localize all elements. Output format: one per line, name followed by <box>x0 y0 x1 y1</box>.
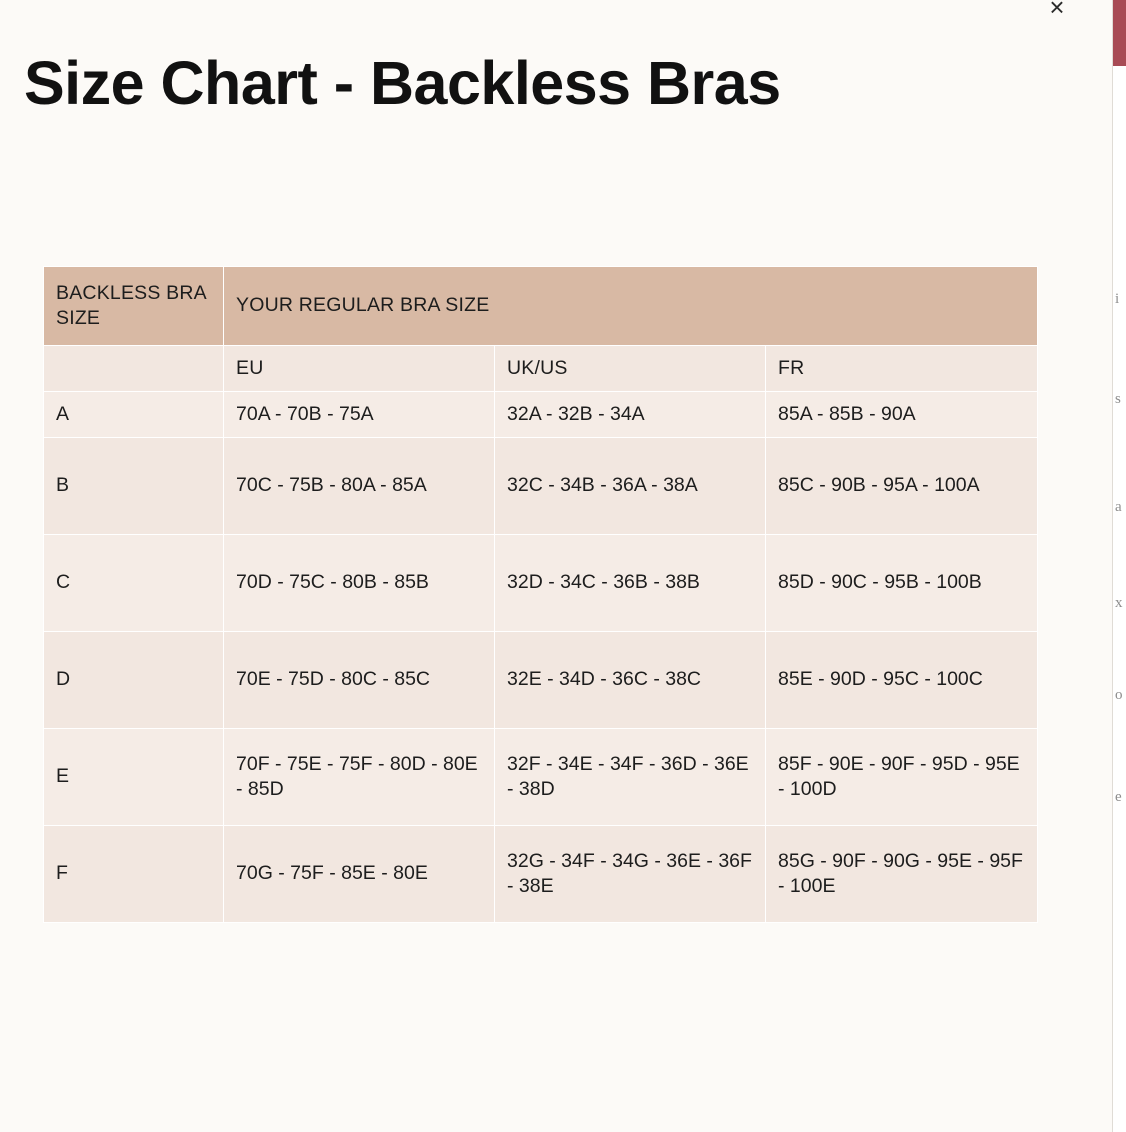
background-text-fragment: e <box>1115 789 1122 805</box>
cell-backless-size: D <box>44 631 224 728</box>
cell-eu: 70G - 75F - 85E - 80E <box>224 825 495 922</box>
header-sub-empty <box>44 345 224 391</box>
cell-eu: 70E - 75D - 80C - 85C <box>224 631 495 728</box>
size-chart-table <box>43 266 1038 923</box>
table-row <box>44 391 1038 437</box>
background-text-fragment: x <box>1115 595 1123 611</box>
cell-ukus: 32F - 34E - 34F - 36D - 36E - 38D <box>495 728 766 825</box>
table-row <box>44 534 1038 631</box>
header-eu: EU <box>224 345 495 391</box>
cell-backless-size: C <box>44 534 224 631</box>
page-title: Size Chart - Backless Bras <box>24 49 781 117</box>
cell-fr: 85C - 90B - 95A - 100A <box>766 437 1038 534</box>
background-text-fragment: i <box>1115 291 1120 307</box>
cell-backless-size: F <box>44 825 224 922</box>
cell-fr: 85G - 90F - 90G - 95E - 95F - 100E <box>766 825 1038 922</box>
table-row <box>44 437 1038 534</box>
cell-eu: 70C - 75B - 80A - 85A <box>224 437 495 534</box>
page-background-strip <box>1112 0 1126 1132</box>
cell-eu: 70A - 70B - 75A <box>224 391 495 437</box>
header-ukus: UK/US <box>495 345 766 391</box>
close-icon[interactable]: × <box>1049 0 1065 22</box>
cell-eu: 70D - 75C - 80B - 85B <box>224 534 495 631</box>
accent-bar <box>1113 0 1126 66</box>
background-text-fragment: s <box>1115 391 1121 407</box>
background-text-fragment: a <box>1115 499 1122 515</box>
cell-fr: 85E - 90D - 95C - 100C <box>766 631 1038 728</box>
cell-backless-size: B <box>44 437 224 534</box>
cell-fr: 85F - 90E - 90F - 95D - 95E - 100D <box>766 728 1038 825</box>
header-fr: FR <box>766 345 1038 391</box>
cell-ukus: 32E - 34D - 36C - 38C <box>495 631 766 728</box>
cell-backless-size: E <box>44 728 224 825</box>
cell-ukus: 32G - 34F - 34G - 36E - 36F - 38E <box>495 825 766 922</box>
cell-ukus: 32D - 34C - 36B - 38B <box>495 534 766 631</box>
background-text-fragment: o <box>1115 687 1123 703</box>
table-row <box>44 631 1038 728</box>
header-regular-bra-size: YOUR REGULAR BRA SIZE <box>224 267 1038 346</box>
header-backless-bra-size: BACKLESS BRA SIZE <box>44 267 224 346</box>
table-row <box>44 825 1038 922</box>
cell-ukus: 32C - 34B - 36A - 38A <box>495 437 766 534</box>
table-header-main-row <box>44 267 1038 346</box>
cell-eu: 70F - 75E - 75F - 80D - 80E - 85D <box>224 728 495 825</box>
cell-backless-size: A <box>44 391 224 437</box>
cell-fr: 85D - 90C - 95B - 100B <box>766 534 1038 631</box>
cell-fr: 85A - 85B - 90A <box>766 391 1038 437</box>
cell-ukus: 32A - 32B - 34A <box>495 391 766 437</box>
table-row <box>44 728 1038 825</box>
table-header-sub-row <box>44 345 1038 391</box>
